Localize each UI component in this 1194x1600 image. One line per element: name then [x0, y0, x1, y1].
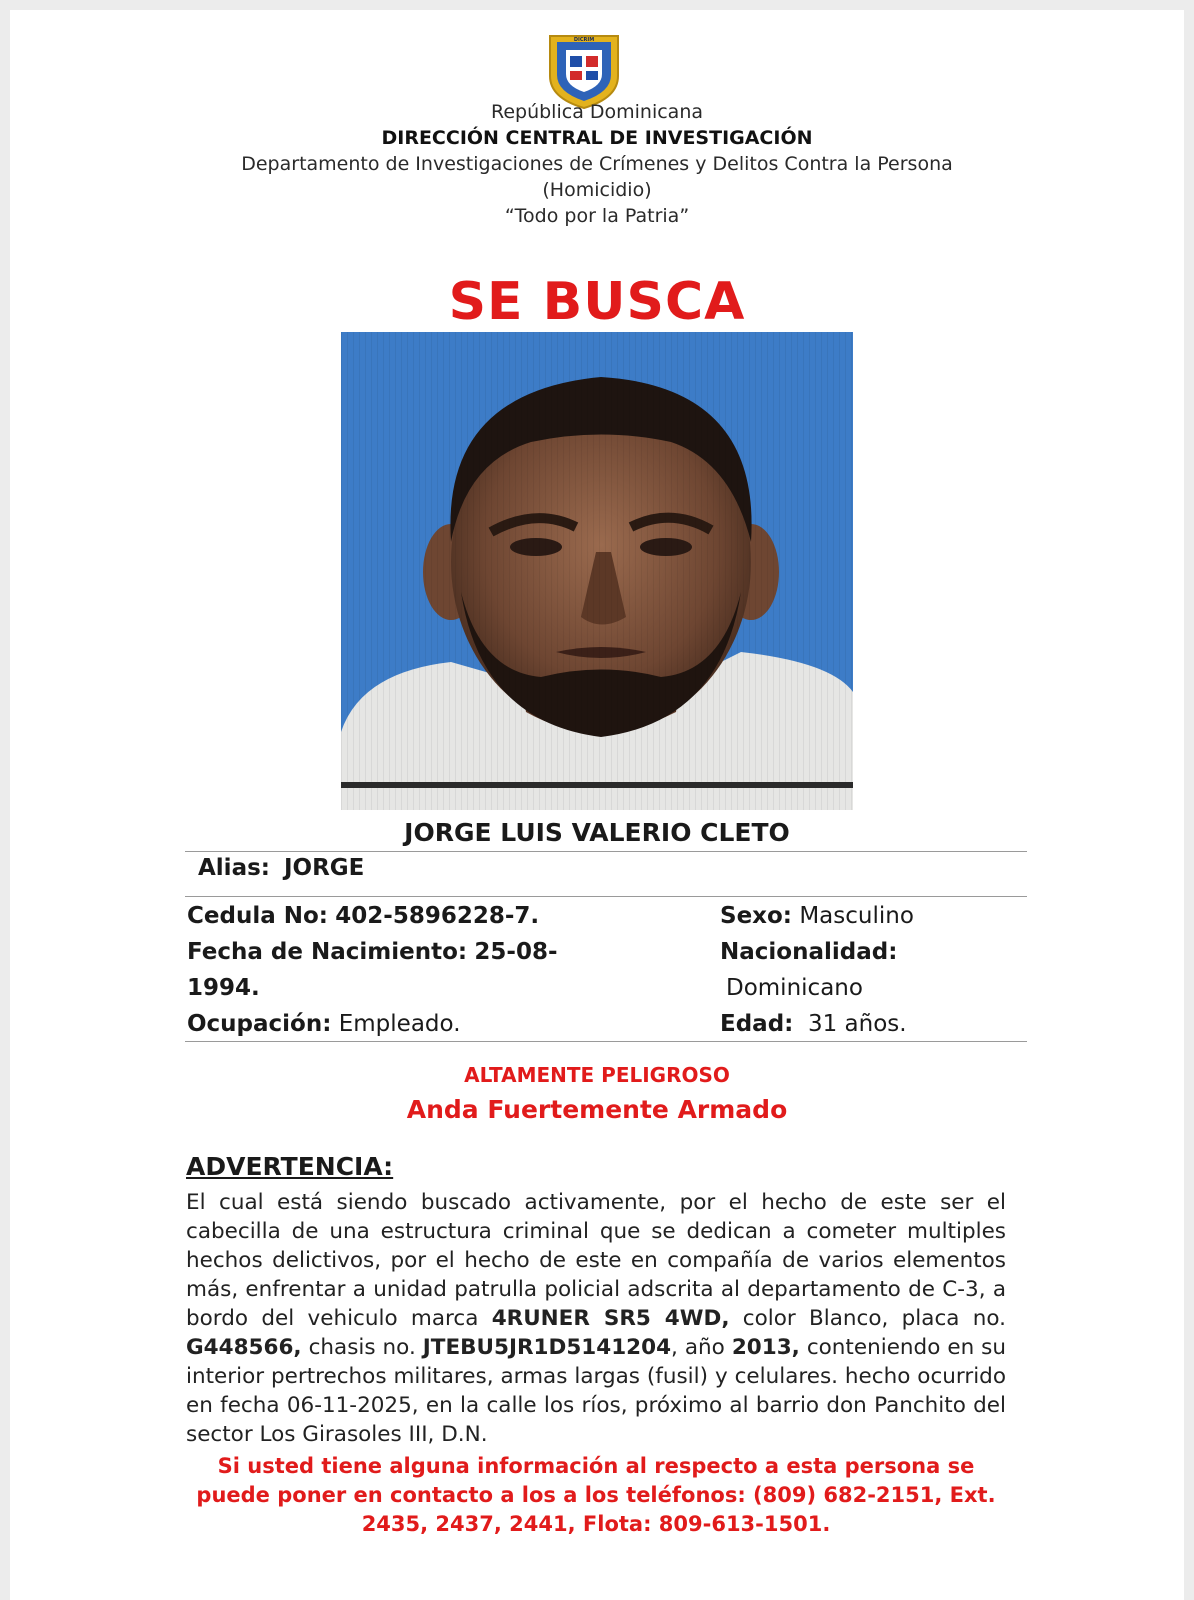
cedula-value: 402-5896228-7.	[335, 903, 540, 929]
advertencia-heading: ADVERTENCIA:	[186, 1152, 394, 1181]
occupation-row	[187, 1007, 461, 1041]
divider	[185, 851, 1027, 852]
unit-name: (Homicidio)	[542, 179, 652, 201]
divider	[185, 1041, 1027, 1042]
motto: “Todo por la Patria”	[504, 205, 690, 227]
advertencia-text-part: El cual está siendo buscado activamente, por el hecho de este ser el cabecilla de una estructura criminal que se dedican a cometer multiples hechos delictivos, por el hecho de este en compañía de varios elementos más, enfrentar a unidad patrulla policial adscrita al departamento de C-3, a bordo del vehiculo marca	[186, 1190, 1006, 1331]
armed-warning: Anda Fuertemente Armado	[406, 1095, 788, 1124]
sex-row	[720, 899, 914, 933]
nationality-row	[720, 935, 897, 969]
sex-label: Sexo:	[720, 903, 792, 929]
suspect-name: JORGE LUIS VALERIO CLETO	[404, 818, 790, 847]
occupation-label: Ocupación:	[187, 1011, 332, 1037]
advertencia-text-part: color Blanco, placa no.	[729, 1306, 1006, 1331]
alias-value: JORGE	[283, 855, 365, 881]
age-value: 31 años.	[807, 1011, 907, 1037]
suspect-photo	[341, 332, 853, 810]
danger-warning: ALTAMENTE PELIGROSO	[464, 1063, 730, 1087]
chassis-number: JTEBU5JR1D5141204	[422, 1335, 672, 1360]
divider	[185, 896, 1027, 897]
wanted-poster	[10, 10, 1184, 1600]
dob-value-part1: 25-08-	[474, 939, 558, 965]
cedula-row	[187, 899, 539, 933]
vehicle-model: 4RUNER SR5 4WD,	[491, 1306, 730, 1331]
sex-value: Masculino	[799, 903, 914, 929]
alias-row	[198, 855, 364, 881]
advertencia-text	[186, 1188, 1006, 1449]
agency-name: DIRECCIÓN CENTRAL DE INVESTIGACIÓN	[381, 127, 813, 149]
nationality-label: Nacionalidad:	[720, 939, 898, 965]
dob-value-part2: 1994.	[187, 975, 260, 1001]
cedula-label: Cedula No:	[187, 903, 328, 929]
occupation-value: Empleado.	[338, 1011, 461, 1037]
vehicle-year: 2013,	[731, 1335, 800, 1360]
dob-row	[187, 935, 558, 969]
nationality-value: Dominicano	[726, 975, 863, 1001]
nationality-value-row	[726, 971, 863, 1005]
dob-label: Fecha de Nacimiento:	[187, 939, 468, 965]
contact-info: Si usted tiene alguna información al respecto a esta persona se puede poner en contacto a los a los teléfonos: (809) 682-2151, Ext. 2435, 2437, 2441, Flota: 809-613-1501.	[196, 1454, 996, 1536]
country-name: República Dominicana	[490, 101, 704, 123]
age-label: Edad:	[720, 1011, 794, 1037]
department-name: Departamento de Investigaciones de Crímenes y Delitos Contra la Persona	[241, 153, 953, 175]
alias-label: Alias:	[198, 855, 270, 881]
age-row	[720, 1007, 907, 1041]
advertencia-text-part: chasis no.	[301, 1335, 416, 1360]
dob-row-continued	[187, 971, 260, 1005]
advertencia-text-part: conteniendo en su interior pertrechos militares, armas largas (fusil) y celulares. hecho ocurrido en fecha 06-11-2025, en la calle los ríos, próximo al barrio don Panchito del sector Los Girasoles III, D.N.	[186, 1335, 1007, 1447]
poster-title: SE BUSCA	[448, 272, 746, 332]
svg-text:DICRIM: DICRIM	[573, 37, 595, 43]
advertencia-text-part: , año	[671, 1335, 725, 1360]
plate-number: G448566,	[186, 1335, 302, 1360]
